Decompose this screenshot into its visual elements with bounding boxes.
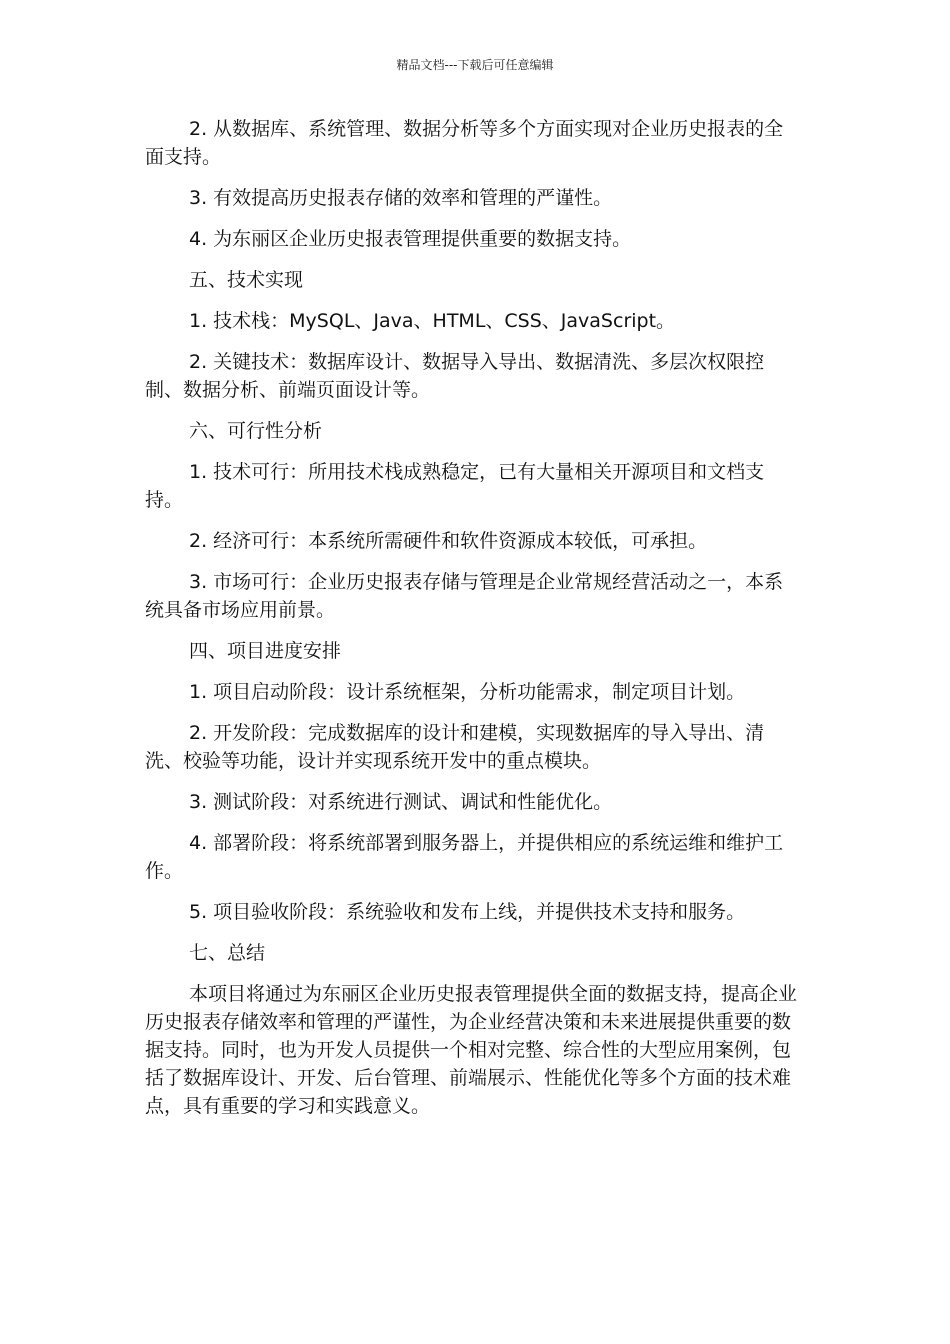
summary-paragraph: 本项目将通过为东丽区企业历史报表管理提供全面的数据支持，提高企业历史报表存储效率和管理的严谨性，为企业经营决策和未来进展提供重要的数据支持。同时，也为开发人员提供一个相对完整、综合性的大型应用案例，包括了数据库设计、开发、后台管理、前端展示、性能优化等多个方面的技术难点，具有重要的学习和实践意义。 (145, 983, 798, 1117)
list-item-econ-feasible: 2. 经济可行：本系统所需硬件和软件资源成本较低，可承担。 (189, 530, 708, 552)
list-item-market-feasible: 3. 市场可行：企业历史报表存储与管理是企业常规经营活动之一，本系统具备市场应用前景。 (145, 571, 784, 621)
section-heading-summary: 七、总结 (189, 942, 266, 964)
section-heading-schedule: 四、项目进度安排 (189, 640, 342, 662)
section-heading-tech: 五、技术实现 (189, 269, 304, 291)
list-item-goal-3: 3. 有效提高历史报表存储的效率和管理的严谨性。 (189, 187, 613, 209)
list-item-goal-4: 4. 为东丽区企业历史报表管理提供重要的数据支持。 (189, 228, 632, 250)
list-item-tech-stack: 1. 技术栈：MySQL、Java、HTML、CSS、JavaScript。 (189, 310, 676, 332)
list-item-phase-accept: 5. 项目验收阶段：系统验收和发布上线，并提供技术支持和服务。 (189, 901, 746, 923)
list-item-phase-deploy: 4. 部署阶段：将系统部署到服务器上，并提供相应的系统运维和维护工作。 (145, 832, 784, 882)
list-item-phase-test: 3. 测试阶段：对系统进行测试、调试和性能优化。 (189, 791, 613, 813)
list-item-tech-feasible: 1. 技术可行：所用技术栈成熟稳定，已有大量相关开源项目和文档支持。 (145, 461, 765, 511)
list-item-phase-start: 1. 项目启动阶段：设计系统框架，分析功能需求，制定项目计划。 (189, 681, 746, 703)
list-item-phase-dev: 2. 开发阶段：完成数据库的设计和建模，实现数据库的导入导出、清洗、校验等功能，设计并实现系统开发中的重点模块。 (145, 722, 765, 772)
document-body (145, 115, 800, 1133)
page-header-watermark: 精品文档---下载后可任意编辑 (396, 58, 554, 72)
list-item-goal-2: 2. 从数据库、系统管理、数据分析等多个方面实现对企业历史报表的全面支持。 (145, 118, 784, 168)
section-heading-feasibility: 六、可行性分析 (189, 420, 323, 442)
list-item-key-tech: 2. 关键技术：数据库设计、数据导入导出、数据清洗、多层次权限控制、数据分析、前端页面设计等。 (145, 351, 765, 401)
